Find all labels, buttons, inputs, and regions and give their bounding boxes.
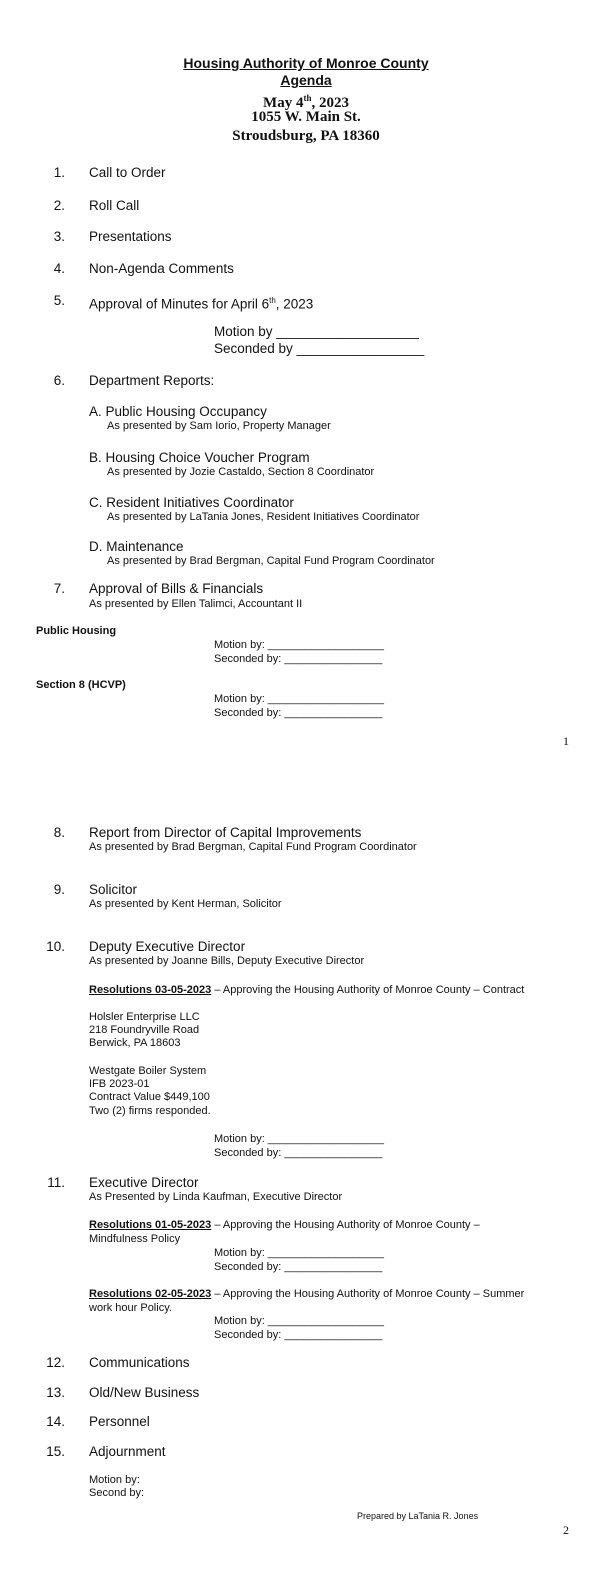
item-title: Department Reports:: [89, 373, 215, 388]
item-title: Report from Director of Capital Improvements: [89, 825, 362, 840]
motion-line: Motion by: ___________________: [214, 1133, 385, 1145]
seconded-line: Seconded by: ________________: [214, 1147, 383, 1159]
item-number: 12.: [46, 1355, 65, 1370]
item-number: 6.: [53, 373, 65, 388]
vendor-address: 218 Foundryville Road: [89, 1024, 200, 1036]
org-title: Housing Authority of Monroe County: [183, 55, 429, 71]
meeting-city: Stroudsburg, PA 18360: [232, 128, 380, 144]
item-title: Call to Order: [89, 165, 166, 180]
item-number: 9.: [53, 882, 65, 897]
resolution-id: Resolutions 03-05-2023: [89, 984, 212, 996]
item-title: Adjournment: [89, 1444, 166, 1459]
adjournment-motion: Motion by:: [89, 1474, 140, 1486]
resolution-02: Resolutions 02-05-2023 – Approving the Housing Authority of Monroe County – Summer: [89, 1288, 525, 1300]
resolution-01: Resolutions 01-05-2023 – Approving the Housing Authority of Monroe County –: [89, 1219, 480, 1231]
item-number: 8.: [53, 825, 65, 840]
item-number: 4.: [53, 261, 65, 276]
motion-line: Motion by: ___________________: [214, 693, 385, 705]
dept-report-presenter: As presented by Jozie Castaldo, Section 8 Coordinator: [107, 466, 375, 478]
motion-line: Motion by ___________________: [214, 324, 419, 339]
project-name: Westgate Boiler System: [89, 1065, 207, 1077]
motion-line: Motion by: ___________________: [214, 1247, 385, 1259]
item-title: Personnel: [89, 1414, 150, 1429]
resolution-02-cont: work hour Policy.: [89, 1302, 172, 1314]
project-value: Contract Value $449,100: [89, 1091, 210, 1103]
dept-report-title: A. Public Housing Occupancy: [89, 404, 267, 419]
item-number: 13.: [46, 1385, 65, 1400]
item-title: Executive Director: [89, 1175, 199, 1190]
item-number: 5.: [53, 293, 65, 308]
seconded-line: Seconded by: ________________: [214, 1261, 383, 1273]
item-title: Roll Call: [89, 198, 140, 213]
meeting-date: May 4th, 2023: [263, 93, 349, 111]
item-number: 10.: [46, 939, 65, 954]
item-title: Old/New Business: [89, 1385, 200, 1400]
item-title: Approval of Bills & Financials: [89, 581, 264, 596]
seconded-line: Seconded by: ________________: [214, 653, 383, 665]
item-presenter: As Presented by Linda Kaufman, Executive Director: [89, 1191, 343, 1203]
item-title: Presentations: [89, 229, 172, 244]
vendor-name: Holsler Enterprise LLC: [89, 1011, 200, 1023]
seconded-line: Seconded by: ________________: [214, 707, 383, 719]
item-title: Deputy Executive Director: [89, 939, 246, 954]
item-presenter: As presented by Ellen Talimci, Accountant II: [89, 598, 303, 610]
dept-report-presenter: As presented by LaTania Jones, Resident Initiatives Coordinator: [107, 511, 420, 523]
resolution-id: Resolutions 02-05-2023: [89, 1288, 212, 1300]
project-responses: Two (2) firms responded.: [89, 1105, 211, 1117]
seconded-line: Seconded by: ________________: [214, 1329, 383, 1341]
dept-report-title: D. Maintenance: [89, 539, 184, 554]
page-number: 1: [563, 734, 569, 748]
seconded-line: Seconded by _________________: [214, 341, 425, 356]
agenda-title: Agenda: [280, 72, 332, 88]
meeting-address: 1055 W. Main St.: [251, 109, 361, 125]
section-label-public-housing: Public Housing: [36, 625, 117, 637]
vendor-city: Berwick, PA 18603: [89, 1037, 181, 1049]
page-number: 2: [563, 1523, 569, 1537]
item-number: 2.: [53, 198, 65, 213]
item-number: 11.: [47, 1175, 65, 1190]
resolution-01-cont: Mindfulness Policy: [89, 1233, 181, 1245]
motion-line: Motion by: ___________________: [214, 1315, 385, 1327]
item-title: Solicitor: [89, 882, 138, 897]
dept-report-title: C. Resident Initiatives Coordinator: [89, 495, 294, 510]
item-number: 15.: [46, 1444, 65, 1459]
item-title: Non-Agenda Comments: [89, 261, 234, 276]
item-title: Approval of Minutes for April 6th, 2023: [89, 296, 314, 312]
adjournment-second: Second by:: [89, 1487, 145, 1499]
item-number: 3.: [53, 229, 65, 244]
item-presenter: As presented by Brad Bergman, Capital Fund Program Coordinator: [89, 841, 417, 853]
item-number: 14.: [46, 1414, 65, 1429]
section-label-hcvp: Section 8 (HCVP): [36, 679, 126, 691]
motion-line: Motion by: ___________________: [214, 639, 385, 651]
project-ifb: IFB 2023-01: [89, 1078, 150, 1090]
item-presenter: As presented by Kent Herman, Solicitor: [89, 898, 282, 910]
item-number: 7.: [53, 581, 65, 596]
dept-report-title: B. Housing Choice Voucher Program: [89, 450, 310, 465]
resolution-03: Resolutions 03-05-2023 – Approving the Housing Authority of Monroe County – Contract: [89, 984, 525, 996]
item-number: 1.: [53, 165, 65, 180]
item-presenter: As presented by Joanne Bills, Deputy Executive Director: [89, 955, 365, 967]
dept-report-presenter: As presented by Brad Bergman, Capital Fund Program Coordinator: [107, 555, 435, 567]
resolution-id: Resolutions 01-05-2023: [89, 1219, 212, 1231]
prepared-by: Prepared by LaTania R. Jones: [357, 1511, 479, 1521]
dept-report-presenter: As presented by Sam Iorio, Property Manager: [107, 420, 331, 432]
item-title: Communications: [89, 1355, 190, 1370]
